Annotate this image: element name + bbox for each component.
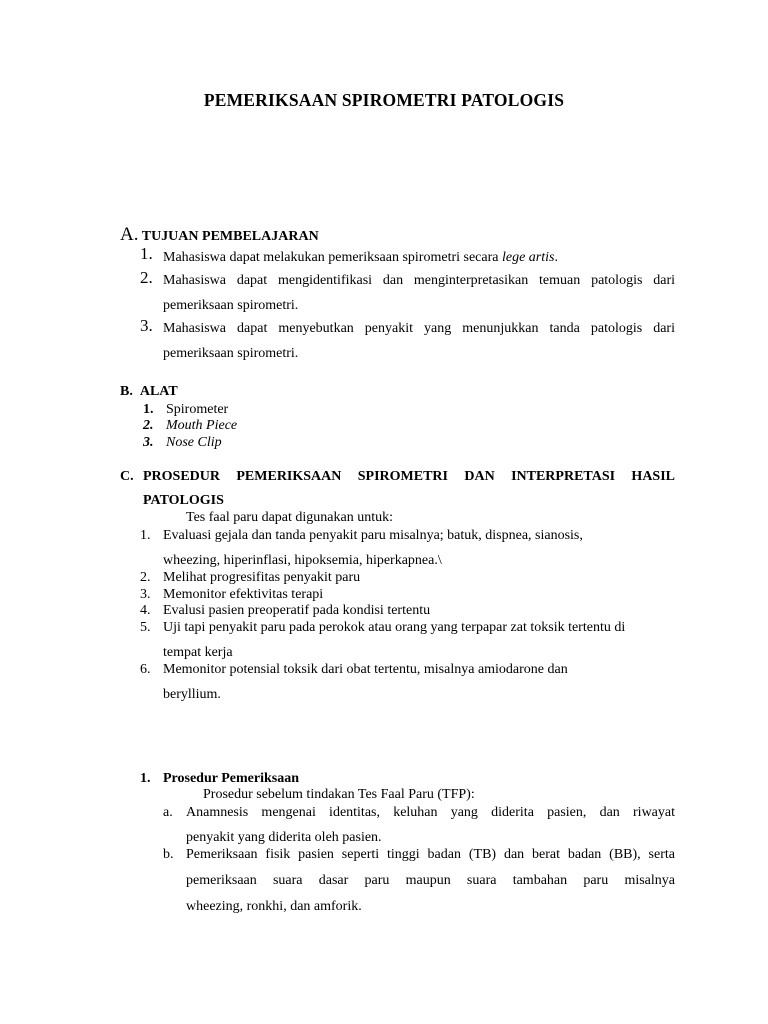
section-a-item-2-line2: pemeriksaan spirometri. — [163, 298, 299, 313]
subsection-1-item-b-line3: wheezing, ronkhi, dan amforik. — [186, 899, 362, 914]
section-c-item-4-num: 4. — [140, 603, 151, 618]
subsection-1-item-b-line2: pemeriksaan suara dasar paru maupun suara tambahan paru misalnya — [186, 873, 675, 888]
section-b-item-2: Mouth Piece — [166, 418, 238, 433]
section-b-title: ALAT — [139, 384, 178, 399]
section-a-heading — [120, 224, 319, 246]
section-b-item-3-num: 3. — [143, 435, 154, 450]
subsection-1-item-a-line2: penyakit yang diderita oleh pasien. — [186, 830, 382, 845]
section-a-item-1-tail: . — [554, 250, 558, 265]
section-c-item-5-num: 5. — [140, 620, 151, 635]
section-c-item-2-line1: Melihat progresifitas penyakit paru — [163, 570, 361, 585]
subsection-1-item-a-num: a. — [163, 805, 173, 820]
section-c-item-1-line2: wheezing, hiperinflasi, hipoksemia, hiperkapnea.\ — [163, 553, 442, 568]
subsection-1-num: 1. — [140, 771, 151, 786]
section-b-item-1-num: 1. — [143, 402, 154, 417]
section-c-item-1-line1: Evaluasi gejala dan tanda penyakit paru misalnya; batuk, dispnea, sianosis, — [163, 528, 583, 543]
section-c-item-6-line1: Memonitor potensial toksik dari obat tertentu, misalnya amiodarone dan — [163, 662, 568, 677]
page-title: PEMERIKSAAN SPIROMETRI PATOLOGIS — [203, 90, 565, 110]
section-b-item-3: Nose Clip — [166, 435, 222, 450]
section-c-heading-line2: PATOLOGIS — [143, 493, 224, 508]
subsection-1-intro: Prosedur sebelum tindakan Tes Faal Paru (TFP): — [203, 787, 475, 802]
section-c-item-2-num: 2. — [140, 570, 151, 585]
section-c-item-3-line1: Memonitor efektivitas terapi — [163, 587, 324, 602]
section-b-letter: B. — [120, 384, 133, 399]
subsection-1-item-b-num: b. — [163, 847, 174, 862]
section-a-letter: A. — [120, 224, 139, 245]
section-b-item-1: Spirometer — [166, 402, 229, 417]
section-c-item-3-num: 3. — [140, 587, 151, 602]
section-a-item-3-line2: pemeriksaan spirometri. — [163, 346, 299, 361]
section-c-letter: C. — [120, 469, 134, 484]
section-a-title: TUJUAN PEMBELAJARAN — [141, 229, 319, 244]
section-c-item-5-line1: Uji tapi penyakit paru pada perokok atau orang yang terpapar zat toksik tertentu di — [163, 620, 626, 635]
section-c-intro: Tes faal paru dapat digunakan untuk: — [186, 510, 394, 525]
subsection-1-heading: Prosedur Pemeriksaan — [163, 771, 299, 786]
section-b-heading — [120, 384, 178, 400]
section-c-item-1-num: 1. — [140, 528, 151, 543]
subsection-1-item-b-line1: Pemeriksaan fisik pasien seperti tinggi badan (TB) dan berat badan (BB), serta — [186, 847, 675, 862]
section-a-item-2-line1: Mahasiswa dapat mengidentifikasi dan menginterpretasikan temuan patologis dari — [163, 273, 675, 288]
section-a-item-1-italic: lege artis — [501, 250, 555, 265]
section-b-item-2-num: 2. — [143, 418, 154, 433]
section-a-item-2-num: 2. — [140, 268, 153, 287]
section-a-item-1-text: Mahasiswa dapat melakukan pemeriksaan spirometri secara — [163, 250, 502, 265]
section-c-item-6-num: 6. — [140, 662, 151, 677]
section-c-item-6-line2: beryllium. — [163, 687, 221, 702]
section-a-item-1 — [163, 250, 558, 266]
section-a-item-1-num: 1. — [140, 244, 153, 263]
section-a-item-3-line1: Mahasiswa dapat menyebutkan penyakit yang menunjukkan tanda patologis dari — [163, 321, 675, 336]
section-c-item-5-line2: tempat kerja — [163, 645, 233, 660]
section-c-heading-line1: PROSEDUR PEMERIKSAAN SPIROMETRI DAN INTERPRETASI HASIL — [143, 469, 675, 484]
subsection-1-item-a-line1: Anamnesis mengenai identitas, keluhan yang diderita pasien, dan riwayat — [186, 805, 675, 820]
section-a-item-3-num: 3. — [140, 316, 153, 335]
section-c-item-4-line1: Evalusi pasien preoperatif pada kondisi tertentu — [163, 603, 431, 618]
